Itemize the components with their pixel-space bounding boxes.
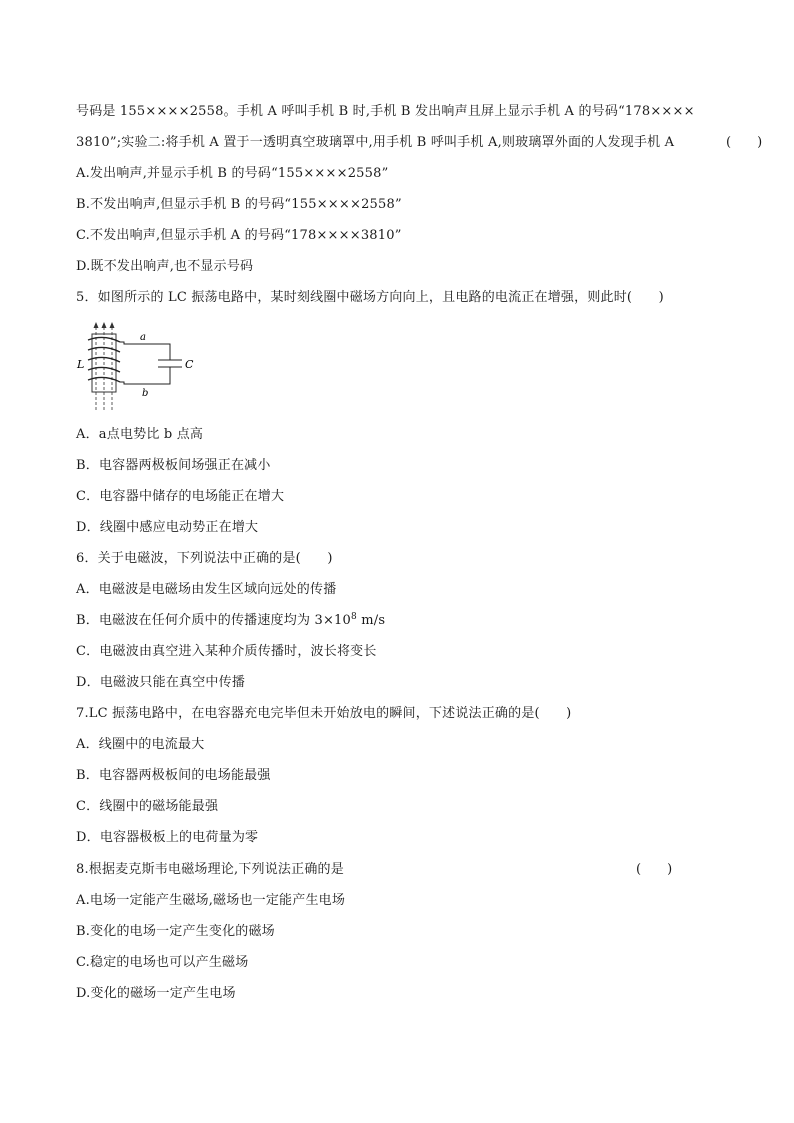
q8-stem: 8.根据麦克斯韦电磁场理论,下列说法正确的是 — [76, 862, 344, 877]
q6-option-b-exponent: 8 — [351, 612, 357, 622]
q7-option-c: C．线圈中的磁场能最强 — [76, 799, 219, 814]
q5-option-d: D．线圈中感应电动势正在增大 — [76, 520, 259, 535]
q6-option-a: A．电磁波是电磁场由发生区域向远处的传播 — [76, 582, 337, 597]
q7-option-b: B．电容器两极板间的电场能最强 — [76, 768, 271, 783]
q6-option-d: D．电磁波只能在真空中传播 — [76, 675, 246, 690]
q8-option-a: A.电场一定能产生磁场,磁场也一定能产生电场 — [76, 893, 346, 908]
q8-answer-blank: ( ) — [636, 862, 673, 877]
q4-answer-blank: ( ) — [726, 135, 763, 150]
q6-stem: 6．关于电磁波，下列说法中正确的是( ) — [76, 551, 333, 566]
q7-stem: 7.LC 振荡电路中，在电容器充电完毕但未开始放电的瞬间，下述说法正确的是( ) — [76, 706, 572, 721]
q4-option-d: D.既不发出响声,也不显示号码 — [76, 259, 254, 274]
q7-option-d: D．电容器极板上的电荷量为零 — [76, 830, 259, 845]
q4-option-c: C.不发出响声,但显示手机 A 的号码“178××××3810” — [76, 228, 402, 243]
figure-label-a: a — [140, 332, 146, 343]
q5-stem: 5．如图所示的 LC 振荡电路中，某时刻线圈中磁场方向向上，且电路的电流正在增强，则此时( ) — [76, 290, 664, 305]
q4-option-a: A.发出响声,并显示手机 B 的号码“155××××2558” — [76, 166, 389, 181]
figure-label-c: C — [185, 358, 194, 371]
q8-option-d: D.变化的磁场一定产生电场 — [76, 986, 236, 1001]
q5-option-a: A．a点电势比 b 点高 — [76, 427, 204, 442]
q8-option-b: B.变化的电场一定产生变化的磁场 — [76, 924, 275, 939]
q5-option-c: C．电容器中储存的电场能正在增大 — [76, 489, 285, 504]
q6-option-b-unit: m/s — [356, 613, 386, 628]
figure-label-l: L — [77, 358, 85, 371]
q4-option-b: B.不发出响声,但显示手机 B 的号码“155××××2558” — [76, 197, 402, 212]
q6-option-c: C．电磁波由真空进入某种介质传播时，波长将变长 — [76, 644, 377, 659]
lc-circuit-figure — [74, 322, 204, 414]
q6-option-b-text: B．电磁波在任何介质中的传播速度均为 3×10 — [76, 613, 351, 628]
figure-label-b: b — [142, 388, 149, 399]
q7-option-a: A．线圈中的电流最大 — [76, 737, 205, 752]
q6-option-b — [76, 613, 385, 629]
q4-stem-line-2: 3810”;实验二:将手机 A 置于一透明真空玻璃罩中,用手机 B 呼叫手机 A,则玻璃罩外面的人发现手机 A — [76, 135, 675, 150]
q5-option-b: B．电容器两极板间场强正在减小 — [76, 458, 271, 473]
q8-option-c: C.稳定的电场也可以产生磁场 — [76, 955, 249, 970]
q4-stem-line-1: 号码是 155××××2558。手机 A 呼叫手机 B 时,手机 B 发出响声且屏上显示手机 A 的号码“178×××× — [76, 104, 695, 119]
